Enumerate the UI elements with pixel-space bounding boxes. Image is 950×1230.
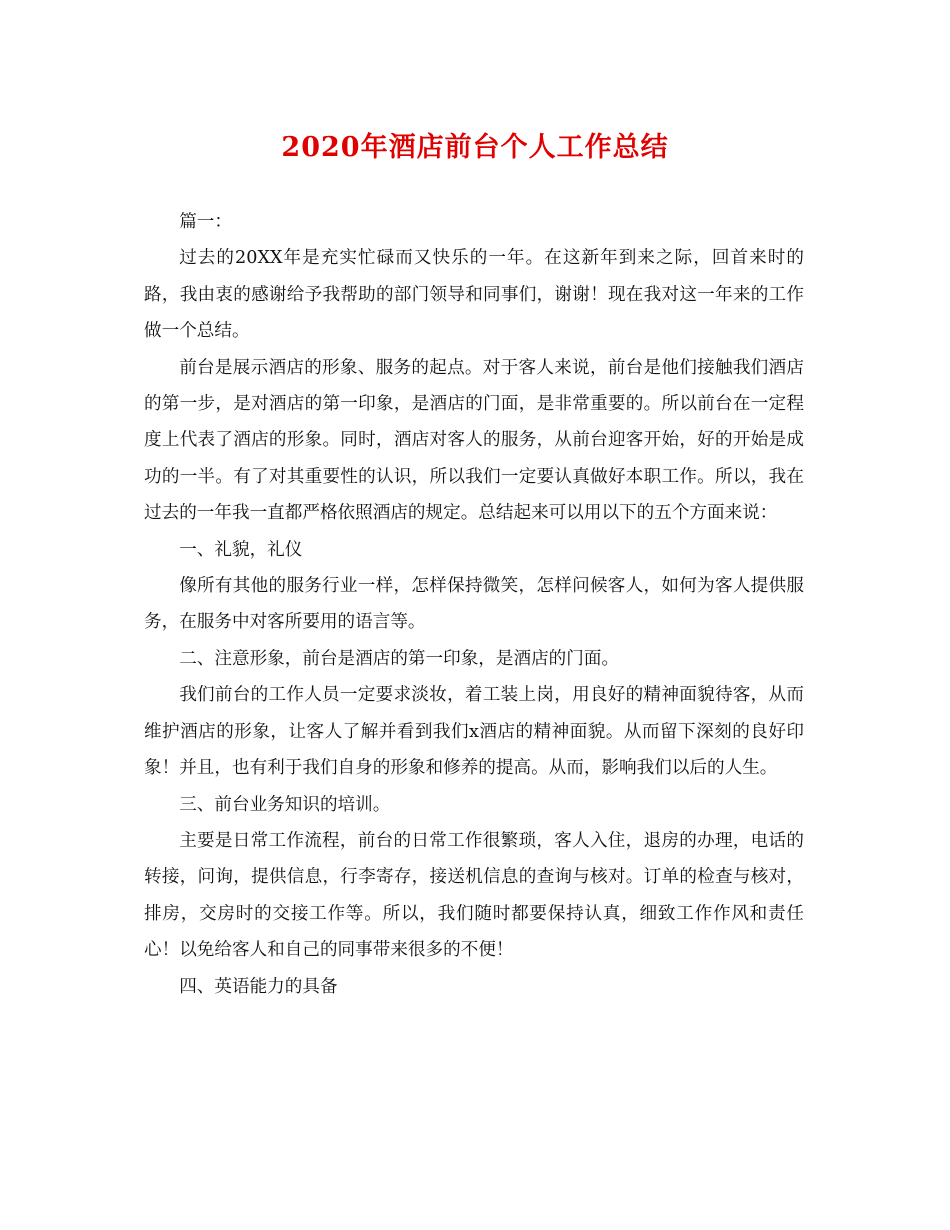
paragraph-courtesy: 像所有其他的服务行业一样，怎样保持微笑，怎样问候客人，如何为客人提供服务，在服务中对客所要用的语言等。 <box>144 576 804 633</box>
heading-training: 三、前台业务知识的培训。 <box>179 794 391 815</box>
paragraph-section-label: 篇一： <box>179 212 232 232</box>
paragraph-intro: 过去的20XX年是充实忙碌而又快乐的一年。在这新年到来之际，回首来时的路，我由衷的感谢给予我帮助的部门领导和同事们，谢谢！现在我对这一年来的工作做一个总结。 <box>144 248 804 342</box>
document-body <box>144 204 804 1005</box>
document-title: 2020年酒店前台个人工作总结 <box>281 132 669 163</box>
heading-english: 四、英语能力的具备 <box>179 976 338 997</box>
paragraph-front-desk-role: 前台是展示酒店的形象、服务的起点。对于客人来说，前台是他们接触我们酒店的第一步，是对酒店的第一印象，是酒店的门面，是非常重要的。所以前台在一定程度上代表了酒店的形象。同时，酒店对客人的服务，从前台迎客开始，好的开始是成功的一半。有了对其重要性的认识，所以我们一定要认真做好本职工作。所以，我在过去的一年我一直都严格依照酒店的规定。总结起来可以用以下的五个方面来说： <box>144 357 804 524</box>
paragraph-training: 主要是日常工作流程，前台的日常工作很繁琐，客人入住，退房的办理，电话的转接，问询，提供信息，行李寄存，接送机信息的查询与核对。订单的检查与核对，排房，交房时的交接工作等。所以，我们随时都要保持认真，细致工作作风和责任心！以免给客人和自己的同事带来很多的不便！ <box>144 830 804 961</box>
heading-courtesy: 一、礼貌，礼仪 <box>179 539 303 560</box>
heading-image: 二、注意形象，前台是酒店的第一印象，是酒店的门面。 <box>179 648 620 669</box>
paragraph-image: 我们前台的工作人员一定要求淡妆，着工装上岗，用良好的精神面貌待客，从而维护酒店的形象，让客人了解并看到我们x酒店的精神面貌。从而留下深刻的良好印象！并且，也有利于我们自身的形象和修养的提高。从而，影响我们以后的人生。 <box>144 685 804 779</box>
